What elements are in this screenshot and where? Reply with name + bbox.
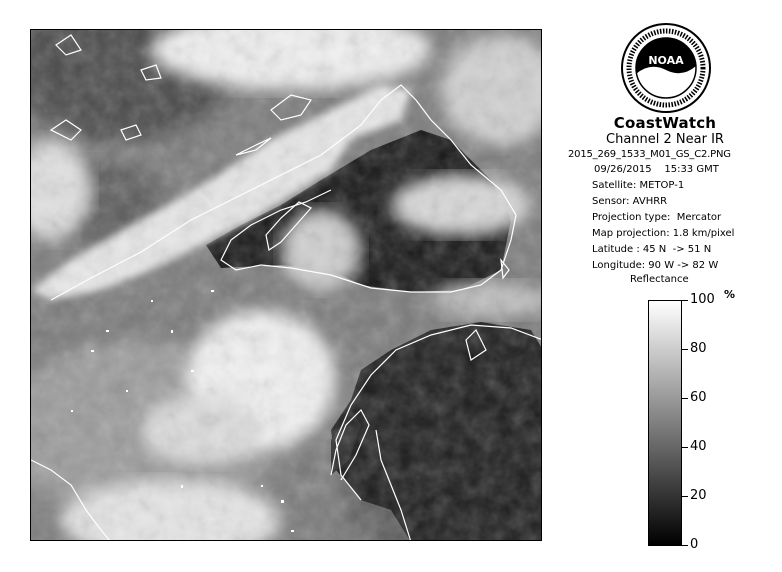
scale-tick-label: 80 bbox=[690, 341, 707, 356]
scale-tick bbox=[682, 398, 688, 399]
scale-tick-label: 20 bbox=[690, 488, 707, 503]
scale-tick-label: 0 bbox=[690, 537, 699, 552]
scale-tick bbox=[682, 349, 688, 350]
filename-label: 2015_269_1533_M01_GS_C2.PNG bbox=[568, 149, 731, 160]
longitude-label: Longitude: 90 W -> 82 W bbox=[592, 260, 719, 271]
scale-tick-label: 100 bbox=[690, 292, 715, 307]
scale-tick bbox=[682, 447, 688, 448]
logo-text: NOAA bbox=[648, 54, 684, 67]
sensor-label: Sensor: AVHRR bbox=[592, 196, 668, 207]
scale-tick bbox=[682, 496, 688, 497]
latitude-label: Latitude : 45 N -> 51 N bbox=[592, 244, 712, 255]
scale-tick-label: 60 bbox=[690, 390, 707, 405]
satellite-image bbox=[30, 29, 542, 541]
scale-unit: % bbox=[724, 288, 736, 301]
map-projection-label: Map projection: 1.8 km/pixel bbox=[592, 228, 735, 239]
projection-type-label: Projection type: Mercator bbox=[592, 212, 722, 223]
noaa-logo-icon bbox=[620, 22, 712, 114]
image-texture bbox=[31, 30, 542, 541]
scale-tick bbox=[682, 545, 688, 546]
satellite-image-svg bbox=[31, 30, 542, 541]
scale-tick bbox=[682, 300, 688, 301]
reflectance-colorbar bbox=[648, 300, 682, 546]
product-title: CoastWatch bbox=[613, 114, 717, 132]
datetime-label: 09/26/2015 15:33 GMT bbox=[594, 164, 719, 175]
scale-title: Reflectance bbox=[630, 274, 689, 285]
scale-tick-label: 40 bbox=[690, 439, 707, 454]
channel-label: Channel 2 Near IR bbox=[606, 132, 724, 147]
satellite-label: Satellite: METOP-1 bbox=[592, 180, 685, 191]
